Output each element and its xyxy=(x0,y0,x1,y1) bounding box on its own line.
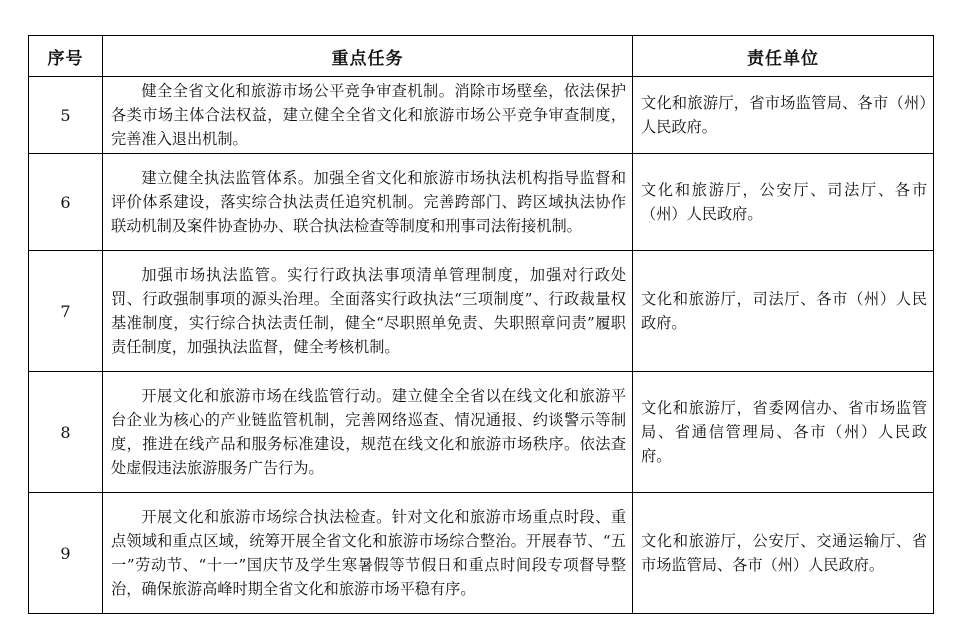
table-row xyxy=(29,77,934,154)
row-unit: 文化和旅游厅，省市场监管局、各市（州）人民政府。 xyxy=(633,77,934,154)
table-row xyxy=(29,154,934,251)
row-number: 7 xyxy=(29,251,103,372)
row-task: 建立健全执法监管体系。加强全省文化和旅游市场执法机构指导监督和评价体系建设，落实综合执法责任追究机制。完善跨部门、跨区域执法协作联动机制及案件协查协办、联合执法检查等制度和刑事司法衔接机制。 xyxy=(103,154,633,251)
row-task: 开展文化和旅游市场在线监管行动。建立健全全省以在线文化和旅游平台企业为核心的产业链监管机制，完善网络巡查、情况通报、约谈警示等制度，推进在线产品和服务标准建设，规范在线文化和旅游市场秩序。依法查处虚假违法旅游服务广告行为。 xyxy=(103,372,633,493)
row-number: 8 xyxy=(29,372,103,493)
row-task: 健全全省文化和旅游市场公平竞争审查机制。消除市场壁垒，依法保护各类市场主体合法权益，建立健全全省文化和旅游市场公平竞争审查制度，完善准入退出机制。 xyxy=(103,77,633,154)
task-table xyxy=(28,35,934,614)
row-unit: 文化和旅游厅，省委网信办、省市场监管局、省通信管理局、各市（州）人民政府。 xyxy=(633,372,934,493)
header-unit: 责任单位 xyxy=(633,36,934,77)
header-task: 重点任务 xyxy=(103,36,633,77)
table-row xyxy=(29,372,934,493)
table-row xyxy=(29,493,934,614)
row-task: 开展文化和旅游市场综合执法检查。针对文化和旅游市场重点时段、重点领域和重点区域，统筹开展全省文化和旅游市场综合整治。开展春节、“五一”劳动节、“十一”国庆节及学生寒暑假等节假日和重点时间段专项督导整治，确保旅游高峰时期全省文化和旅游市场平稳有序。 xyxy=(103,493,633,614)
row-unit: 文化和旅游厅，公安厅、司法厅、各市（州）人民政府。 xyxy=(633,154,934,251)
row-number: 6 xyxy=(29,154,103,251)
row-number: 5 xyxy=(29,77,103,154)
row-number: 9 xyxy=(29,493,103,614)
row-unit: 文化和旅游厅，司法厅、各市（州）人民政府。 xyxy=(633,251,934,372)
table-row xyxy=(29,251,934,372)
row-task: 加强市场执法监管。实行行政执法事项清单管理制度，加强对行政处罚、行政强制事项的源头治理。全面落实行政执法“三项制度”、行政裁量权基准制度，实行综合执法责任制，健全“尽职照单免责、失职照章问责”履职责任制度，加强执法监督，健全考核机制。 xyxy=(103,251,633,372)
table-header-row xyxy=(29,36,934,77)
header-no: 序号 xyxy=(29,36,103,77)
row-unit: 文化和旅游厅，公安厅、交通运输厅、省市场监管局、各市（州）人民政府。 xyxy=(633,493,934,614)
